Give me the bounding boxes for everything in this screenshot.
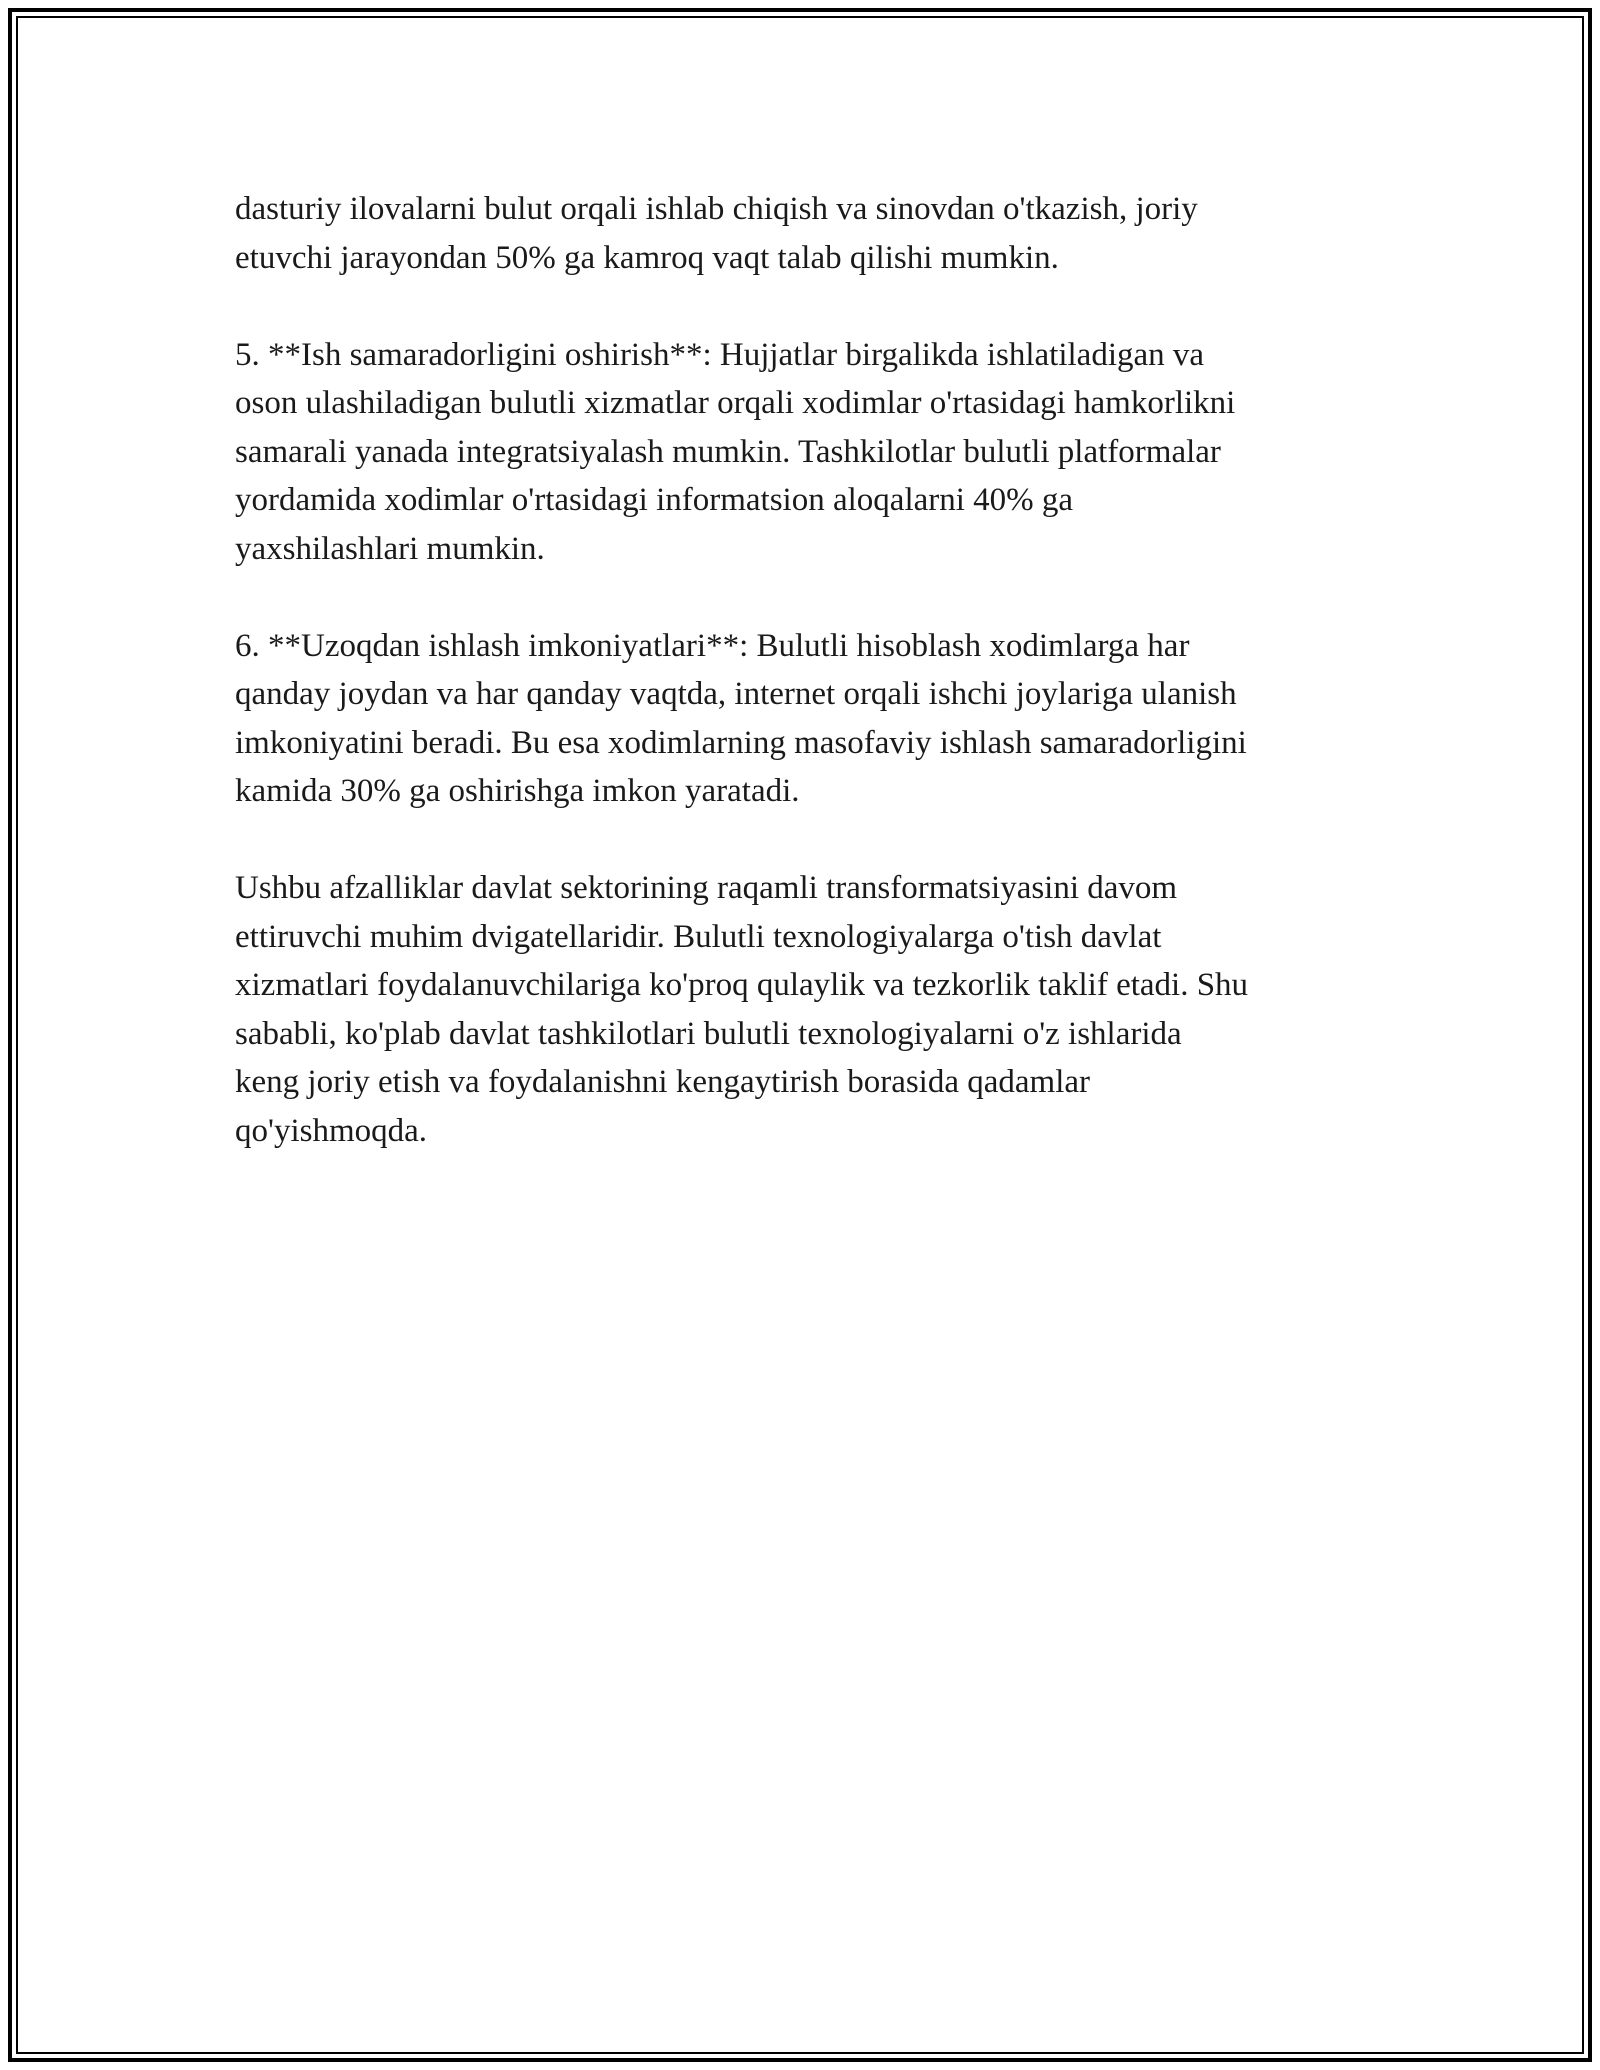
text-line: sababli, ko'plab davlat tashkilotlari bulutli texnologiyalarni o'z ishlarida — [235, 1015, 1182, 1052]
text-line: etuvchi jarayondan 50% ga kamroq vaqt talab qilishi mumkin. — [235, 239, 1059, 276]
paragraph-item-6 — [235, 622, 1385, 816]
text-line: dasturiy ilovalarni bulut orqali ishlab chiqish va sinovdan o'tkazish, joriy — [235, 191, 1198, 227]
text-line: xizmatlari foydalanuvchilariga ko'proq qulaylik va tezkorlik taklif etadi. Shu — [235, 967, 1249, 1003]
text-line: keng joriy etish va foydalanishni kengaytirish borasida qadamlar — [235, 1064, 1091, 1100]
paragraph-conclusion — [235, 864, 1385, 1155]
paragraph-item-5 — [235, 331, 1385, 574]
text-line: imkoniyatini beradi. Bu esa xodimlarning masofaviy ishlash samaradorligini — [235, 724, 1247, 761]
text-line: yordamida xodimlar o'rtasidagi informatsion aloqalarni 40% ga — [235, 482, 1074, 518]
text-line: Ushbu afzalliklar davlat sektorining raqamli transformatsiyasini davom — [235, 870, 1178, 906]
text-line: qo'yishmoqda. — [235, 1112, 428, 1149]
text-line: ettiruvchi muhim dvigatellaridir. Bulutli texnologiyalarga o'tish davlat — [235, 918, 1162, 955]
text-line: oson ulashiladigan bulutli xizmatlar orqali xodimlar o'rtasidagi hamkorlikni — [235, 385, 1236, 421]
text-line: qanday joydan va har qanday vaqtda, internet orqali ishchi joylariga ulanish — [235, 676, 1237, 712]
text-line: yaxshilashlari mumkin. — [235, 530, 545, 567]
document-body — [235, 185, 1385, 1204]
text-line: kamida 30% ga oshirishga imkon yaratadi. — [235, 773, 800, 809]
text-line: samarali yanada integratsiyalash mumkin. Tashkilotlar bulutli platformalar — [235, 433, 1221, 470]
paragraph-intro-continuation — [235, 185, 1385, 282]
text-line: 5. **Ish samaradorligini oshirish**: Hujjatlar birgalikda ishlatiladigan va — [235, 336, 1205, 373]
text-line: 6. **Uzoqdan ishlash imkoniyatlari**: Bulutli hisoblash xodimlarga har — [235, 627, 1190, 664]
